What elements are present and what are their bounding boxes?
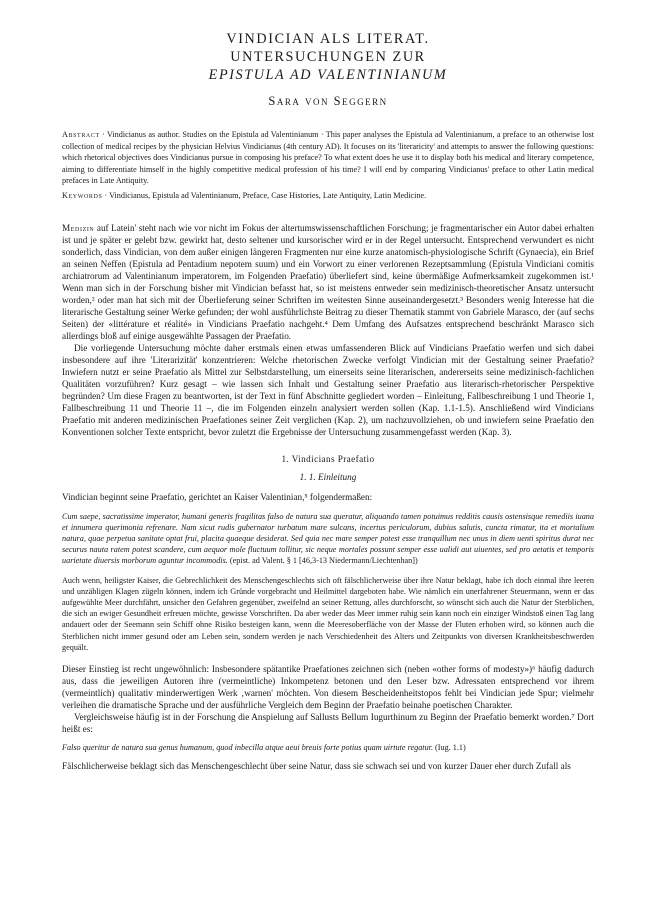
section-heading: 1. Vindicians Praefatio (281, 453, 375, 464)
keywords-label: Keywords (62, 190, 103, 200)
paragraph-1 (62, 222, 594, 342)
abstract-text: · Vindicianus as author. Studies on the Epistula ad Valentinianum · This paper analyses the Epistula ad Valentinianum, a preface to an otherwise lost collection of medical recipes by the physician Helvius Vindicianus (4th century AD). It focuses on its 'literaricity' and attempts to answer the following questions: which rhetorical objectives does Vindicianus pursue in composing his preface? To what extent does he use it to display both his medical and literary competence, aiming to differentiate himself in the highly competitive medical profession of his time? I will end by comparing Vindicianus' preface to other Latin medical prefaces in Late Antiquity. (62, 130, 595, 186)
latin-quote-1-ref: (epist. ad Valent. § 1 [46,3-13 Niedermann/Liechtenhan]) (229, 556, 418, 566)
paper-title (62, 30, 594, 84)
title-line-3: EPISTULA AD VALENTINIANUM (208, 67, 448, 83)
keywords (62, 190, 594, 202)
latin-quote-2-ref: (Iug. 1.1) (435, 743, 466, 752)
latin-quote-2-text: Falso queritur de natura sua genus humanum, quod inbecilla atque aeui breuis forte potius quam uirtute regatur. (62, 743, 433, 752)
keywords-text: · Vindicianus, Epistula ad Valentinianum, Preface, Case Histories, Late Antiquity, Latin Medicine. (104, 190, 427, 200)
subsection-heading: 1. 1. Einleitung (299, 471, 357, 482)
article-body (62, 222, 594, 773)
author-name: Sara von Seggern (268, 94, 388, 108)
paragraph-4: Dieser Einstieg ist recht ungewöhnlich: Insbesondere spätantike Praefationes zeichnen sich (neben «other forms of modesty»)⁶ häufig dadurch aus, dass die jeweiligen Autoren ihre (vermeintliche) Inkompetenz betonen und den Leser bzw. Adressaten entsprechend vor ihrem (vermeintlich) qualitativ minderwertigen Werk ‚warnen' möchten. Von diesem Bescheidenheitstopos fehlt bei Vindician jede Spur; vielmehr verleihen die dramatische Sprache und der ausführliche Vergleich dem Beginn der Praefatio beinahe poetischen Charakter. (62, 664, 594, 710)
translation-1: Auch wenn, heiligster Kaiser, die Gebrechlichkeit des Menschengeschlechts sich oft fälschlicherweise über ihre Natur beklagt, habe ich doch einmal ihre leeren und unzähligen Klagen zügeln können, indem ich Gründe vorgebracht und Heilmittel dargeboten habe. Wie nämlich ein unerfahrener Steuermann, wenn er das aufgewühlte Meer durchfährt, unsicher den Gefahren gegenüber, zweifelnd an seiner Rettung, alles durchforscht, so wünscht sich auch die Natur der Sterblichen, die sich an ewiger Gesundheit erfreuen möchte, gewisse Vorschriften. Da aber weder das Meer immer ruhig sein kann noch ein einziger Windstoß einen Tag lang andauert oder der Seemann sein Schiff ohne Risiko besteigen kann, wenn die Meeresoberfläche von der Masse der Fluten erhoben wird, so können auch die Sterblichen nicht immer gesund oder am Leben sein, sondern werden je nach Verschiedenheit des Alters und Zeitpunkts von diversen Krankheitsbeschwerden gequält. (62, 575, 594, 652)
paragraph-5: Vergleichsweise häufig ist in der Forschung die Anspielung auf Sallusts Bellum Iugurthinum zu Beginn der Praefatio bemerkt worden.⁷ Dort heißt es: (62, 712, 594, 734)
title-line-1: VINDICIAN ALS LITERAT. (226, 31, 430, 47)
latin-quote-1 (62, 511, 594, 567)
paper-page (62, 30, 594, 772)
abstract-label: Abstract (62, 130, 100, 139)
paragraph-1-lead: Medizin (62, 222, 95, 233)
paragraph-1-text: auf Latein' steht nach wie vor nicht im Fokus der altertumswissenschaftlichen Forschung; je fragmentarischer ein Autor dabei erhalten ist und je später er gelebt bzw. gewirkt hat, desto seltener und kursorischer wird er in der Regel untersucht. Entsprechend verwundert es nicht sonderlich, dass Vindician, von dem außer einigen längeren Fragmenten nur eine kurze anatomisch-physiologische Schrift (Gynaecia), ein Brief an seinen Neffen (Epistula ad Pentadium nepotem suum) und ein Vorwort zu einer verlorenen Rezeptsammlung (Epistula Vindiciani comitis archiatrorum ad Valentinianum imperatorem, im Folgenden Praefatio) überliefert sind, keine übermäßige Aufmerksamkeit zugekommen ist.¹ Wenn man sich in der Forschung bisher mit Vindician befasst hat, so ist meistens entweder sein medizinisch-theoretischer Ansatz untersucht worden,² oder man hat sich mit der Überlieferung seiner Schriften im weitesten Sinne auseinandergesetzt.³ Besonders wenig Interesse hat die literarische Gestaltung seiner Werke gefunden; der wohl ausführlichste Beitrag zu dieser Thematik stammt von Gabriele Marasco, der (auf sechs Seiten) der «littérature et réalité» in Vindicians Praefatio nachgeht.⁴ Dem Umfang des Aufsatzes entsprechend beschränkt Marasco sich allerdings bloß auf einige ausgewählte Passagen der Praefatio. (62, 222, 594, 341)
paragraph-3: Vindician beginnt seine Praefatio, gerichtet an Kaiser Valentinian,⁵ folgendermaßen: (62, 491, 373, 502)
latin-quote-1-text: Cum saepe, sacratissime imperator, humani generis fragilitas falso de natura sua queratur, aliquando tamen potuimus redditis causis ostensisque remediis iuana et innumera querimonia refrenare. Nam sicut rudis gubernator turbatum mare sulcans, incertus periculorum, dubius salutis, cuncta rimatur, ita et mortalium natura, quae perpetua sanitate optat frui, placita quaeque desiderat. Sed quia nec mare semper potest esse tranquillum nec unus in diem uenti spiritus durat nec securus nauta ratem potest scandere, cum aequor mole fluctuum tollitur, sic neque mortales possunt semper esse ualidi aut uiuentes, sed pro aetatis et temporis uarietate diuersis morborum aguntur incommodis. (62, 511, 594, 566)
latin-quote-2 (62, 742, 594, 753)
paragraph-6: Fälschlicherweise beklagt sich das Menschengeschlecht über seine Natur, dass sie schwach sei und von kurzer Dauer eher durch Zufall als (62, 761, 571, 772)
title-line-2: UNTERSUCHUNGEN ZUR (230, 49, 426, 65)
paragraph-2: Die vorliegende Untersuchung möchte daher erstmals einen etwas umfassenderen Blick auf Vindicians Praefatio werfen und sich dabei insbesondere auf ihre 'Literarizität' konzentrieren: Welche rhetorischen Zwecke verfolgt Vindician mit der Gestaltung seiner Praefatio? Inwiefern nutzt er seine Praefatio als Mittel zur Selbstdarstellung, um einerseits seine literarischen, andererseits seine medizinisch-fachlichen Qualitäten vorzuführen? Kurz gesagt – wie lassen sich Inhalt und Gestaltung seiner Praefatio aus literarisch-rhetorischer Perspektive begründen? Um diese Fragen zu beantworten, ist der Text in fünf Abschnitte gegliedert worden – Einleitung, Fallbeschreibung 1 und Theorie 1, Fallbeschreibung 11 und Theorie 11 –, die im Folgenden einzeln analysiert werden sollen (Kap. 1.1-1.5). Anschließend wird Vindicians Praefatio mit anderen medizinischen Praefationes seiner Zeit verglichen (Kap. 2), um nachzuvollziehen, ob und inwiefern seine Praefatio den Konventionen solcher Texte entspricht, bevor zuletzt die Ergebnisse der Untersuchung zusammengefasst werden (Kap. 3). (62, 342, 594, 437)
abstract (62, 129, 594, 187)
